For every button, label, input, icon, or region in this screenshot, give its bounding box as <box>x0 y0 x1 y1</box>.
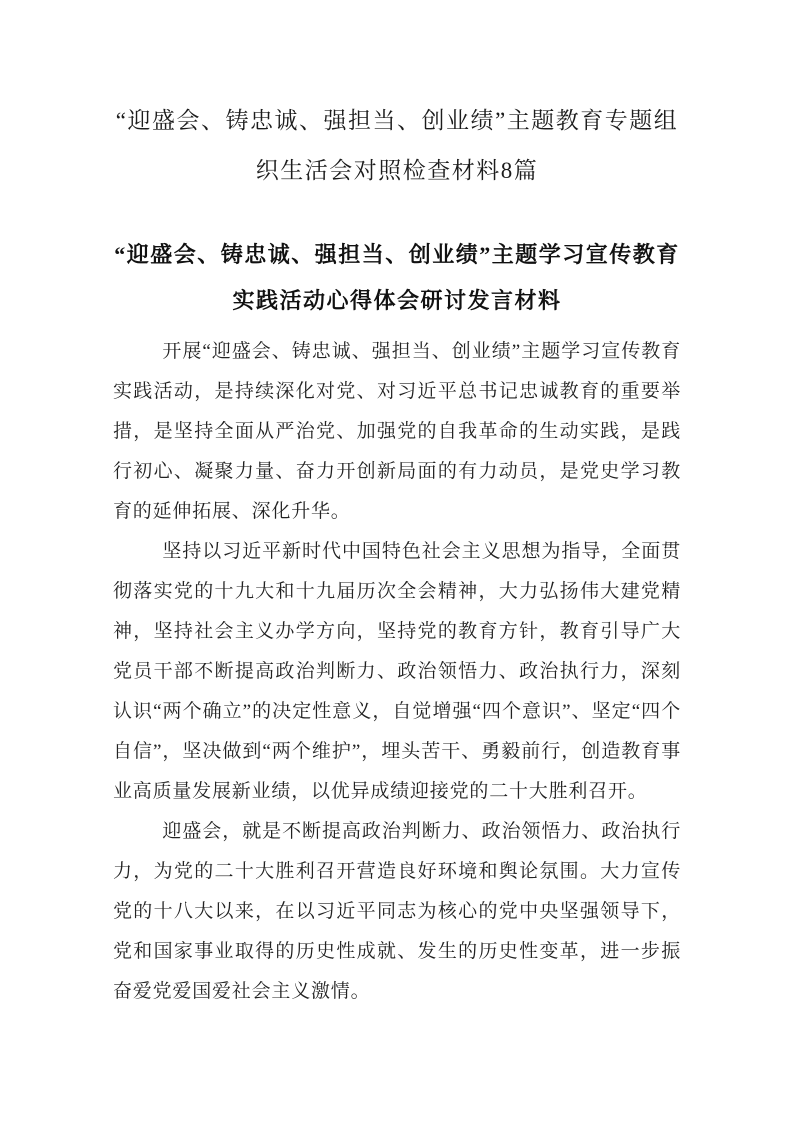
paragraph-1: 开展“迎盛会、铸忠诚、强担当、创业绩”主题学习宣传教育实践活动，是持续深化对党、对习近平总书记忠诚教育的重要举措，是坚持全面从严治党、加强党的自我革命的生动实践，是践行初心、凝聚力量、奋力开创新局面的有力动员，是党史学习教育的延伸拓展、深化升华。 <box>113 341 681 522</box>
paragraph-3: 迎盛会，就是不断提高政治判断力、政治领悟力、政治执行力，为党的二十大胜利召开营造良好环境和舆论氛围。大力宣传党的十八大以来，在以习近平同志为核心的党中央坚强领导下，党和国家事业取得的历史性成就、发生的历史性变革，进一步振奋爱党爱国爱社会主义激情。 <box>113 821 681 1002</box>
document-title: “迎盛会、铸忠诚、强担当、创业绩”主题教育专题组织生活会对照检查材料8篇 <box>115 108 679 183</box>
document-body <box>113 332 681 1012</box>
paragraph-2: 坚持以习近平新时代中国特色社会主义思想为指导，全面贯彻落实党的十九大和十九届历次全会精神，大力弘扬伟大建党精神，坚持社会主义办学方向，坚持党的教育方针，教育引导广大党员干部不断提高政治判断力、政治领悟力、政治执行力，深刻认识“两个确立”的决定性意义，自觉增强“四个意识”、坚定“四个自信”，坚决做到“两个维护”，埋头苦干、勇毅前行，创造教育事业高质量发展新业绩，以优异成绩迎接党的二十大胜利召开。 <box>113 541 681 802</box>
document-subtitle: “迎盛会、铸忠诚、强担当、创业绩”主题学习宣传教育实践活动心得体会研讨发言材料 <box>114 242 680 313</box>
